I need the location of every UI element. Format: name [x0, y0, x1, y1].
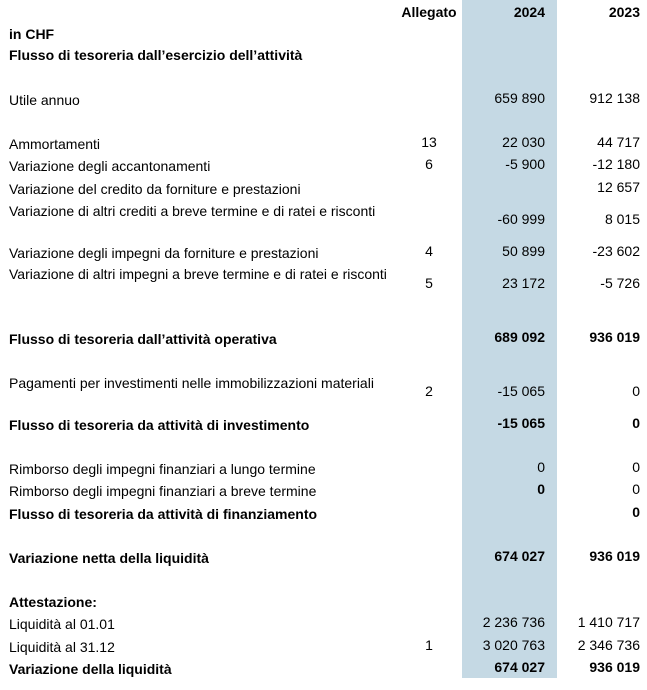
value-2024: 659 890 [494, 90, 545, 106]
value-2023: 12 657 [597, 179, 640, 195]
value-2024: -15 065 [497, 383, 545, 399]
value-2024: 674 027 [494, 659, 545, 675]
value-2023: 912 138 [589, 90, 640, 106]
row-label: Variazione della liquidità [9, 661, 172, 677]
row-label: Rimborso degli impegni finanziari a breve termine [9, 483, 317, 499]
table-row [0, 459, 647, 479]
value-2023: -12 180 [592, 156, 640, 172]
value-2023: 0 [632, 459, 640, 475]
value-2024: 3 020 763 [482, 637, 545, 653]
value-2024: -15 065 [497, 415, 545, 431]
row-label: Variazione netta della liquidità [9, 550, 209, 566]
row-label: Variazione del credito da forniture e prestazioni [9, 181, 301, 197]
table-row [0, 373, 647, 413]
row-label: Liquidità al 01.01 [9, 616, 115, 632]
value-2023: 0 [632, 383, 640, 399]
header-allegato: Allegato [401, 4, 457, 20]
value-2023: 1 410 717 [577, 614, 640, 630]
value-2024: 23 172 [502, 275, 545, 291]
subtotal-row [0, 415, 647, 435]
value-2023: 936 019 [589, 548, 640, 564]
subtotal-row [0, 329, 647, 349]
table-row [0, 201, 647, 241]
table-row [0, 481, 647, 501]
value-2024: 0 [537, 481, 545, 497]
header-2024: 2024 [513, 4, 545, 20]
table-row [0, 90, 647, 110]
total-row [0, 659, 647, 679]
row-note: 6 [425, 156, 433, 172]
subtotal-row [0, 504, 647, 524]
row-label: Utile annuo [9, 92, 80, 108]
value-2024: 0 [537, 459, 545, 475]
value-2024: 674 027 [494, 548, 545, 564]
value-2023: -5 726 [600, 275, 640, 291]
section-heading [0, 45, 647, 65]
row-label: Flusso di tesoreria dall’attività operativa [9, 331, 277, 347]
value-2024: -5 900 [505, 156, 545, 172]
value-2024: -60 999 [497, 211, 545, 227]
header-row [0, 4, 647, 24]
header-2023: 2023 [608, 4, 640, 20]
value-2024: 2 236 736 [482, 614, 545, 630]
value-2023: 8 015 [604, 211, 640, 227]
table-row [0, 264, 647, 304]
row-label: Flusso di tesoreria da attività di finanziamento [9, 506, 318, 522]
table-row [0, 156, 647, 176]
row-label: Rimborso degli impegni finanziari a lungo termine [9, 461, 316, 477]
row-label: Ammortamenti [9, 136, 101, 152]
row-note: 13 [421, 134, 437, 150]
value-2024: 50 899 [502, 243, 545, 259]
row-note: 5 [425, 275, 433, 291]
section-heading [0, 592, 647, 612]
value-2023: 0 [632, 415, 640, 431]
row-label: Variazione di altri impegni a breve termine e di ratei e risconti [9, 266, 387, 282]
table-row [0, 614, 647, 634]
value-2023: -23 602 [592, 243, 640, 259]
row-label: Variazione degli impegni da forniture e prestazioni [9, 245, 319, 261]
value-2023: 936 019 [589, 659, 640, 675]
row-note: 2 [425, 383, 433, 399]
row-label: Variazione degli accantonamenti [9, 158, 211, 174]
total-row [0, 548, 647, 568]
row-note: 4 [425, 243, 433, 259]
table-row [0, 637, 647, 657]
row-note: 1 [425, 637, 433, 653]
row-label: Flusso di tesoreria dall’esercizio dell’attività [9, 47, 303, 63]
row-label: Flusso di tesoreria da attività di investimento [9, 417, 310, 433]
row-label: Attestazione: [9, 594, 97, 610]
row-label: in CHF [9, 26, 55, 42]
value-2024: 689 092 [494, 329, 545, 345]
row-label: Liquidità al 31.12 [9, 639, 115, 655]
table-row [0, 243, 647, 263]
value-2023: 0 [632, 481, 640, 497]
value-2023: 0 [632, 504, 640, 520]
row-label: Variazione di altri crediti a breve termine e di ratei e risconti [9, 203, 376, 219]
value-2023: 44 717 [597, 134, 640, 150]
table-row [0, 24, 647, 44]
table-row [0, 134, 647, 154]
value-2024: 22 030 [502, 134, 545, 150]
row-label: Pagamenti per investimenti nelle immobilizzazioni materiali [9, 375, 374, 391]
value-2023: 2 346 736 [577, 637, 640, 653]
value-2023: 936 019 [589, 329, 640, 345]
table-row [0, 179, 647, 199]
